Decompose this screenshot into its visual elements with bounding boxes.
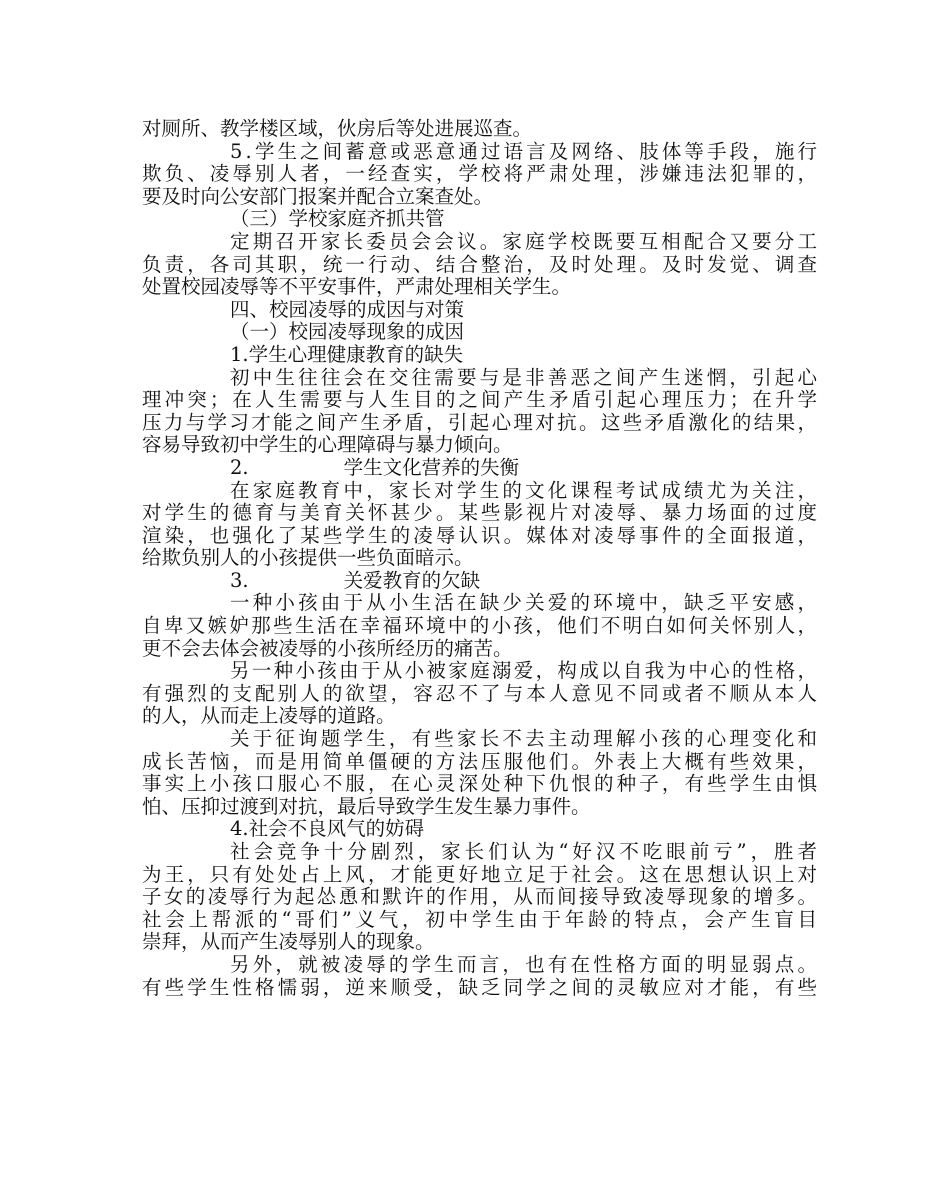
line-text: 为王，只有处处占上风，才能更好地立足于社会。这在思想认识上对 xyxy=(142,862,821,886)
text-line xyxy=(142,186,817,209)
line-text: 要及时向公安部门报案并配合立案查处。 xyxy=(142,184,494,208)
text-line xyxy=(142,931,817,954)
line-text: 一种小孩由于从小生活在缺少关爱的环境中，缺乏平安感， xyxy=(230,591,821,615)
text-line xyxy=(142,523,821,548)
text-line xyxy=(142,365,821,390)
text-line xyxy=(142,614,820,638)
line-text: 压力与学习才能之间产生矛盾，引起心理对抗。这些矛盾激化的结果， xyxy=(142,410,820,434)
line-text: 事实上小孩口服心不服，在心灵深处种下仇恨的种子，有些学生由惧 xyxy=(142,772,821,796)
text-line xyxy=(142,208,817,231)
text-line xyxy=(142,570,817,593)
line-text: 自卑又嫉妒那些生活在幸福环境中的小孩，他们不明白如何关怀别人， xyxy=(142,614,820,638)
text-line xyxy=(142,321,817,344)
text-line xyxy=(142,388,821,412)
line-text: 渲染，也强化了某些学生的凌辱认识。媒体对凌辱事件的全面报道， xyxy=(142,523,821,547)
line-text: 怕、压抑过渡到对抗，最后导致学生发生暴力事件。 xyxy=(142,794,591,818)
line-text: 关爱教育的欠缺 xyxy=(343,568,481,592)
text-line xyxy=(142,818,817,841)
line-text: 另一种小孩由于从小被家庭溺爱，构成以自我为中心的性格， xyxy=(230,659,820,683)
line-text: 定期召开家长委员会会议。家庭学校既要互相配合又要分工 xyxy=(230,229,821,253)
text-line xyxy=(142,885,820,909)
line-text: 关于征询题学生，有些家长不去主动理解小孩的心理变化和 xyxy=(230,727,821,751)
text-line xyxy=(142,840,821,864)
list-number: 3. xyxy=(230,568,249,592)
line-text: 对学生的德育与美育关怀甚少。某些影视片对凌辱、暴力场面的过度 xyxy=(142,501,821,525)
body-text xyxy=(142,117,821,999)
line-text: 社会上帮派的“哥们”义气，初中学生由于年龄的特点，会产生盲目 xyxy=(142,907,821,931)
line-text: 成长苦恼，而是用简单僵硬的方法压服他们。外表上大概有些效果， xyxy=(142,749,821,773)
text-line xyxy=(142,457,817,480)
line-text: 更不会去体会被凌辱的小孩所经历的痛苦。 xyxy=(142,636,513,660)
text-line xyxy=(142,727,821,751)
text-line xyxy=(142,681,821,706)
line-text: 另外，就被凌辱的学生而言，也有在性格方面的明显弱点。 xyxy=(230,952,821,976)
text-line xyxy=(142,299,817,322)
line-text: 学生文化营养的失衡 xyxy=(343,455,520,479)
text-line xyxy=(142,434,817,457)
line-text: 负责，各司其职，统一行动、结合整治，及时处理。及时发觉、调查 xyxy=(142,252,821,276)
line-text: 有强烈的支配别人的欲望，容忍不了与本人意见不同或者不顺从本人 xyxy=(142,681,821,705)
text-line xyxy=(142,975,821,1000)
text-line xyxy=(142,252,821,277)
line-text: （一）校园凌辱现象的成因 xyxy=(230,320,465,344)
text-line xyxy=(142,772,821,796)
line-text: 初中生往往会在交往需要与是非善恶之间产生迷惘，引起心 xyxy=(230,365,821,389)
text-line xyxy=(142,705,817,728)
text-line xyxy=(142,638,817,661)
line-text: 子女的凌辱行为起怂恿和默许的作用，从而间接导致凌辱现象的增多。 xyxy=(142,885,820,909)
line-text: 5.学生之间蓄意或恶意通过语言及网络、肢体等手段，施行 xyxy=(230,139,821,163)
text-line xyxy=(142,276,817,299)
line-text: 四、校园凌辱的成因与对策 xyxy=(230,297,465,321)
text-line xyxy=(142,501,821,525)
line-text: 崇拜，从而产生凌辱别人的现象。 xyxy=(142,930,435,954)
list-number: 2. xyxy=(230,455,249,479)
text-line xyxy=(142,344,817,367)
text-line xyxy=(142,952,821,977)
line-text: 4.社会不良风气的妨碍 xyxy=(230,817,425,841)
text-line xyxy=(142,907,821,932)
line-text: 的人，从而走上凌辱的道路。 xyxy=(142,704,396,728)
text-line xyxy=(142,862,821,887)
line-text: 欺负、凌辱别人者，一经查实，学校将严肃处理，涉嫌违法犯罪的， xyxy=(142,162,821,186)
text-line xyxy=(142,591,821,615)
text-line xyxy=(142,410,820,435)
line-text: 给欺负别人的小孩提供一些负面暗示。 xyxy=(142,546,474,570)
line-text: 在家庭教育中，家长对学生的文化课程考试成绩尤为关注， xyxy=(230,478,821,502)
line-text: 对厕所、教学楼区域，伙房后等处进展巡查。 xyxy=(142,117,533,140)
text-line xyxy=(142,796,817,819)
line-text: 理冲突；在人生需要与人生目的之间产生矛盾引起心理压力；在升学 xyxy=(142,388,821,412)
line-text: 有些学生性格懦弱，逆来顺受，缺乏同学之间的灵敏应对才能，有些 xyxy=(142,975,821,999)
text-line xyxy=(142,118,817,141)
line-text: 容易导致初中学生的心理障碍与暴力倾向。 xyxy=(142,433,513,457)
line-text: 1.学生心理健康教育的缺失 xyxy=(230,342,464,366)
text-line xyxy=(142,547,817,570)
text-line xyxy=(142,162,821,186)
text-line xyxy=(142,139,821,164)
text-line xyxy=(142,659,820,683)
text-line xyxy=(142,749,821,774)
line-text: 社会竞争十分剧烈，家长们认为“好汉不吃眼前亏”，胜者 xyxy=(230,840,821,863)
text-line xyxy=(142,229,821,254)
line-text: 处置校园凌辱等不平安事件，严肃处理相关学生。 xyxy=(142,275,572,299)
line-text: （三）学校家庭齐抓共管 xyxy=(230,207,445,231)
text-line xyxy=(142,478,821,503)
